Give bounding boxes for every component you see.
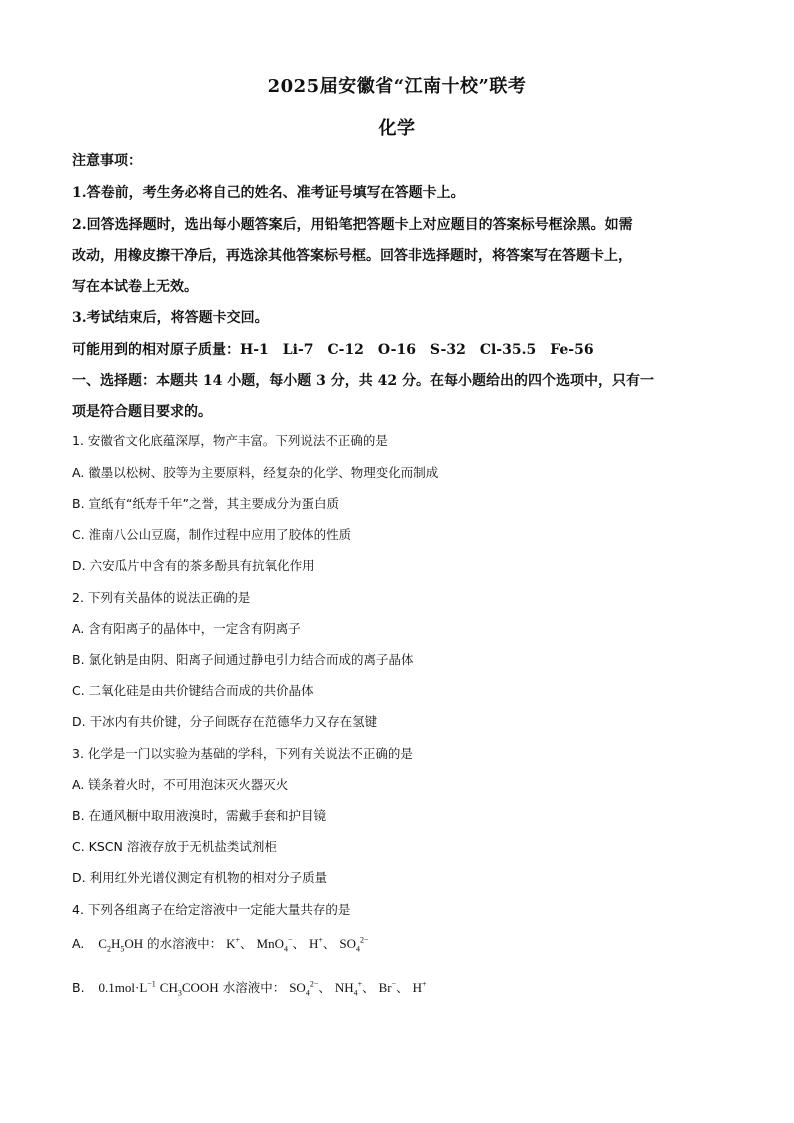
superscript: − — [287, 935, 293, 945]
ion-symbol: SO — [289, 980, 306, 995]
section-heading: 一、选择题：本题共 14 小题，每小题 3 分，共 42 分。在每小题给出的四个选项中，只有一 — [72, 373, 654, 389]
option-text: 的水溶液中： — [147, 936, 223, 951]
ion-h — [413, 980, 427, 995]
separator: 、 — [318, 980, 331, 995]
separator: 、 — [292, 936, 306, 951]
subscript: 4 — [305, 988, 310, 998]
option: B. 在通风橱中取用液溴时，需戴手套和护目镜 — [72, 808, 327, 823]
ion-symbol: H — [412, 980, 423, 995]
element-symbol: H — [110, 936, 121, 951]
subscript: 3 — [177, 988, 182, 998]
question-stem: 1. 安徽省文化底蕴深厚，物产丰富。下列说法不正确的是 — [72, 433, 388, 448]
superscript: + — [235, 935, 241, 945]
superscript: + — [318, 935, 323, 945]
notice-item: 写在本试卷上无效。 — [72, 279, 198, 295]
notice-item: 3.考试结束后，将答题卡交回。 — [72, 310, 269, 326]
separator: 、 — [240, 936, 253, 951]
notice-item: 改动，用橡皮擦干净后，再选涂其他答案标号框。回答非选择题时，将答案写在答题卡上， — [72, 248, 632, 264]
notice-item: 1.答卷前，考生务必将自己的姓名、准考证号填写在答题卡上。 — [72, 185, 465, 201]
option: A. 镁条着火时，不可用泡沫灭火器灭火 — [72, 777, 289, 792]
option: D. 利用红外光谱仪测定有机物的相对分子质量 — [72, 870, 328, 885]
option: D. 干冰内有共价键，分子间既存在范德华力又存在氢键 — [72, 714, 378, 729]
section-heading-cont: 项是符合题目要求的。 — [72, 404, 212, 420]
question-stem: 3. 化学是一门以实验为基础的学科，下列有关说法不正确的是 — [72, 746, 413, 761]
element-symbol: C — [98, 936, 107, 951]
notice-heading: 注意事项： — [72, 153, 142, 169]
subscript: 4 — [353, 988, 358, 998]
superscript: − — [391, 979, 397, 989]
formula-ethanol — [98, 936, 144, 954]
ion-symbol: NH — [334, 980, 354, 995]
question-stem: 2. 下列有关晶体的说法正确的是 — [72, 590, 251, 605]
subscript: 5 — [120, 944, 125, 954]
ion-k — [226, 936, 240, 951]
concentration — [99, 980, 156, 995]
option: A. 含有阳离子的晶体中，一定含有阴离子 — [72, 621, 301, 636]
superscript: 2− — [360, 935, 369, 945]
option: A. 徽墨以松树、胶等为主要原料，经复杂的化学、物理变化而制成 — [72, 465, 439, 480]
subscript: 4 — [283, 944, 288, 954]
option: B. 氯化钠是由阴、阳离子间通过静电引力结合而成的离子晶体 — [72, 652, 414, 667]
option-a-q4 — [72, 934, 722, 954]
element-symbol: CH — [159, 980, 178, 995]
ion-symbol: H — [309, 936, 319, 951]
option: D. 六安瓜片中含有的茶多酚具有抗氧化作用 — [72, 558, 315, 573]
exam-title: 2025届安徽省“江南十校”联考 — [267, 76, 527, 97]
subscript: 2 — [106, 944, 111, 954]
ion-mno4 — [256, 935, 293, 954]
ion-symbol: SO — [339, 936, 357, 951]
superscript: 2− — [309, 979, 319, 989]
option: B. 宣纸有“纸寿千年”之誉，其主要成分为蛋白质 — [72, 496, 339, 511]
ion-symbol: MnO — [256, 936, 284, 951]
option: C. 淮南八公山豆腐，制作过程中应用了胶体的性质 — [72, 527, 352, 542]
option: C. 二氧化硅是由共价键结合而成的共价晶体 — [72, 683, 314, 698]
ion-so4 — [339, 935, 369, 954]
ion-br — [379, 980, 397, 995]
superscript: −1 — [147, 979, 156, 989]
formula-acetic-acid — [159, 980, 219, 998]
option: C. KSCN 溶液存放于无机盐类试剂柜 — [72, 839, 277, 854]
option-label: B. — [72, 980, 85, 995]
ion-symbol: K — [226, 936, 236, 951]
subscript: 4 — [356, 944, 361, 954]
ion-symbol: Br — [378, 980, 392, 995]
separator: 、 — [396, 980, 409, 995]
ion-nh4 — [334, 979, 363, 998]
option-text: 水溶液中： — [222, 980, 286, 995]
ion-h — [309, 936, 323, 951]
option-b-q4 — [72, 978, 722, 998]
ion-so4 — [289, 979, 319, 998]
separator: 、 — [322, 936, 336, 951]
question-stem: 4. 下列各组离子在给定溶液中一定能大量共存的是 — [72, 902, 351, 917]
conc-value: 0.1mol·L — [98, 980, 148, 995]
atomic-masses: 可能用到的相对原子质量：H-1 Li-7 C-12 O-16 S-32 Cl-35.5 Fe-56 — [72, 342, 594, 358]
superscript: + — [422, 979, 427, 989]
subject-title: 化学 — [378, 118, 416, 139]
option-label: A. — [72, 936, 85, 951]
separator: 、 — [362, 980, 375, 995]
element-symbol: OH — [124, 936, 144, 951]
superscript: + — [357, 979, 363, 989]
notice-item: 2.回答选择题时，选出每小题答案后，用铅笔把答题卡上对应题目的答案标号框涂黑。如需 — [72, 217, 633, 233]
element-symbol: COOH — [181, 980, 219, 995]
